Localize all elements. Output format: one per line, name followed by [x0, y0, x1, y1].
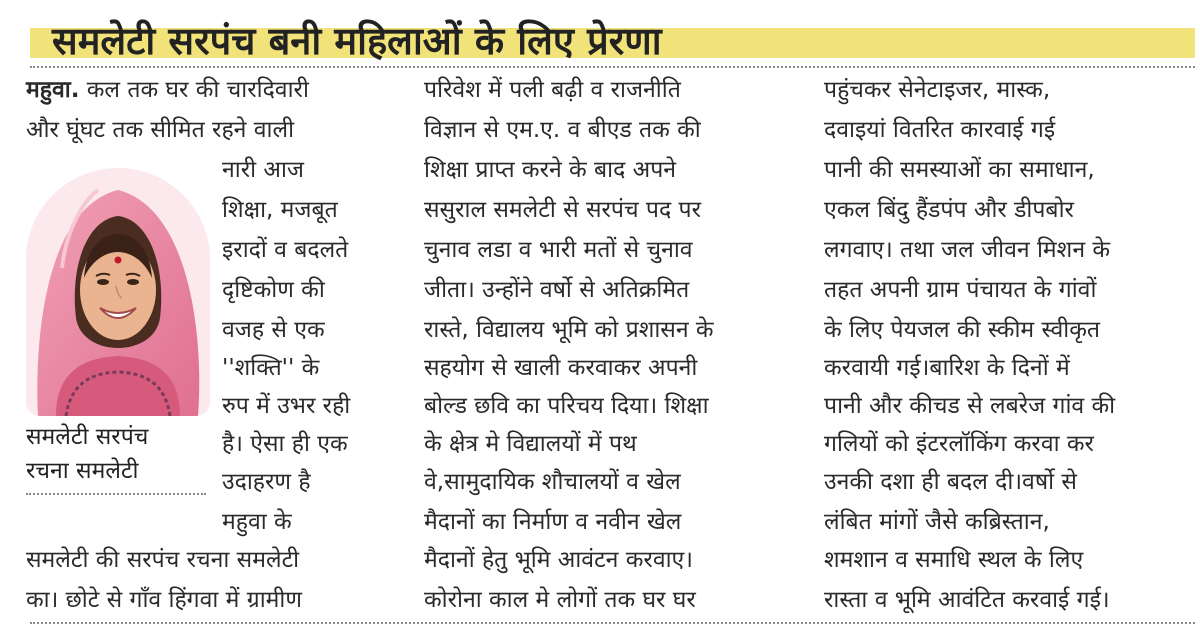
column-1-line-2: और घूंघट तक सीमित रहने वाली — [26, 117, 295, 143]
column-3-line-13: शमशान व समाधि स्थल के लिए — [824, 547, 1084, 573]
column-3-line-2: दवाइयां वितरित कारवाई गई — [824, 117, 1056, 143]
column-3-line-9: पानी और कीचड से लबरेज गांव की — [824, 393, 1116, 419]
column-3-line-10: गलियों को इंटरलॉकिंग करवा कर — [824, 431, 1094, 457]
column-3-line-1: पहुंचकर सेनेटाइजर, मास्क, — [824, 77, 1051, 103]
woman-portrait-photo — [26, 168, 210, 416]
photo-caption-line-2: रचना समलेटी — [26, 458, 139, 484]
column-3-line-6: तहत अपनी ग्राम पंचायत के गांवों — [824, 277, 1097, 303]
column-1-line-5: इरादों व बदलते — [222, 237, 349, 263]
column-2-line-3: शिक्षा प्राप्त करने के बाद अपने — [424, 157, 677, 183]
column-1-line-14: का। छोटे से गाँव हिंगवा में ग्रामीण — [26, 587, 303, 613]
column-1-line-1: महुवा. कल तक घर की चारदिवारी — [26, 77, 309, 103]
column-3-line-4: एकल बिंदु हैंडपंप और डीपबोर — [824, 197, 1074, 223]
column-2-line-14: कोरोना काल मे लोगों तक घर घर — [424, 587, 696, 613]
column-2-line-12: मैदानों का निर्माण व नवीन खेल — [424, 509, 682, 535]
photo-caption-line-1: समलेटी सरपंच — [26, 424, 149, 450]
column-3-line-14: रास्ता व भूमि आवंटित करवाई गई। — [824, 587, 1110, 613]
column-3-line-11: उनकी दशा ही बदल दी।वर्षो से — [824, 469, 1077, 495]
column-1-line-13: समलेटी की सरपंच रचना समलेटी — [26, 547, 300, 573]
caption-dotted-rule — [26, 493, 206, 495]
column-1-line-10: है। ऐसा ही एक — [222, 431, 348, 457]
column-2-line-13: मैदानों हेतु भूमि आवंटन करवाए। — [424, 547, 693, 573]
column-1-line-12: महुवा के — [222, 509, 292, 535]
column-2-line-4: ससुराल समलेटी से सरपंच पद पर — [424, 197, 701, 223]
column-1-line-6: दृष्टिकोण की — [222, 277, 325, 303]
column-2-line-9: बोल्ड छवि का परिचय दिया। शिक्षा — [424, 393, 709, 419]
column-3-line-8: करवायी गई।बारिश के दिनों में — [824, 355, 1070, 381]
column-3-line-5: लगवाए। तथा जल जीवन मिशन के — [824, 237, 1111, 263]
column-3-line-3: पानी की समस्याओं का समाधान, — [824, 157, 1095, 183]
column-2-line-2: विज्ञान से एम.ए. व बीएड तक की — [424, 117, 701, 143]
column-1-line-7: वजह से एक — [222, 317, 325, 343]
column-2-line-1: परिवेश में पली बढ़ी व राजनीति — [424, 77, 681, 103]
column-2-line-5: चुनाव लडा व भारी मतों से चुनाव — [424, 237, 693, 263]
top-dotted-rule — [30, 66, 1195, 68]
column-2-line-7: रास्ते, विद्यालय भूमि को प्रशासन के — [424, 317, 714, 343]
dateline: महुवा. — [26, 77, 80, 103]
portrait-illustration — [26, 168, 210, 416]
column-2-line-11: वे,सामुदायिक शौचालयों व खेल — [424, 469, 681, 495]
column-3-line-7: के लिए पेयजल की स्कीम स्वीकृत — [824, 317, 1100, 343]
column-1-line-3: नारी आज — [222, 157, 304, 183]
column-3-line-12: लंबित मांगों जैसे कब्रिस्तान, — [824, 509, 1050, 535]
headline: समलेटी सरपंच बनी महिलाओं के लिए प्रेरणा — [52, 19, 662, 63]
bottom-dotted-rule — [30, 622, 1195, 624]
column-2-line-10: के क्षेत्र मे विद्यालयों में पथ — [424, 431, 637, 457]
column-1-line-11: उदाहरण है — [222, 469, 311, 495]
column-1-line-4: शिक्षा, मजबूत — [222, 197, 338, 223]
column-1-line-8: ''शक्ति'' के — [222, 355, 320, 381]
column-2-line-8: सहयोग से खाली करवाकर अपनी — [424, 355, 698, 381]
headline-bar — [30, 14, 1195, 62]
column-2-line-6: जीता। उन्होंने वर्षो से अतिक्रमित — [424, 277, 690, 303]
column-1-line-9: रुप में उभर रही — [222, 393, 351, 419]
